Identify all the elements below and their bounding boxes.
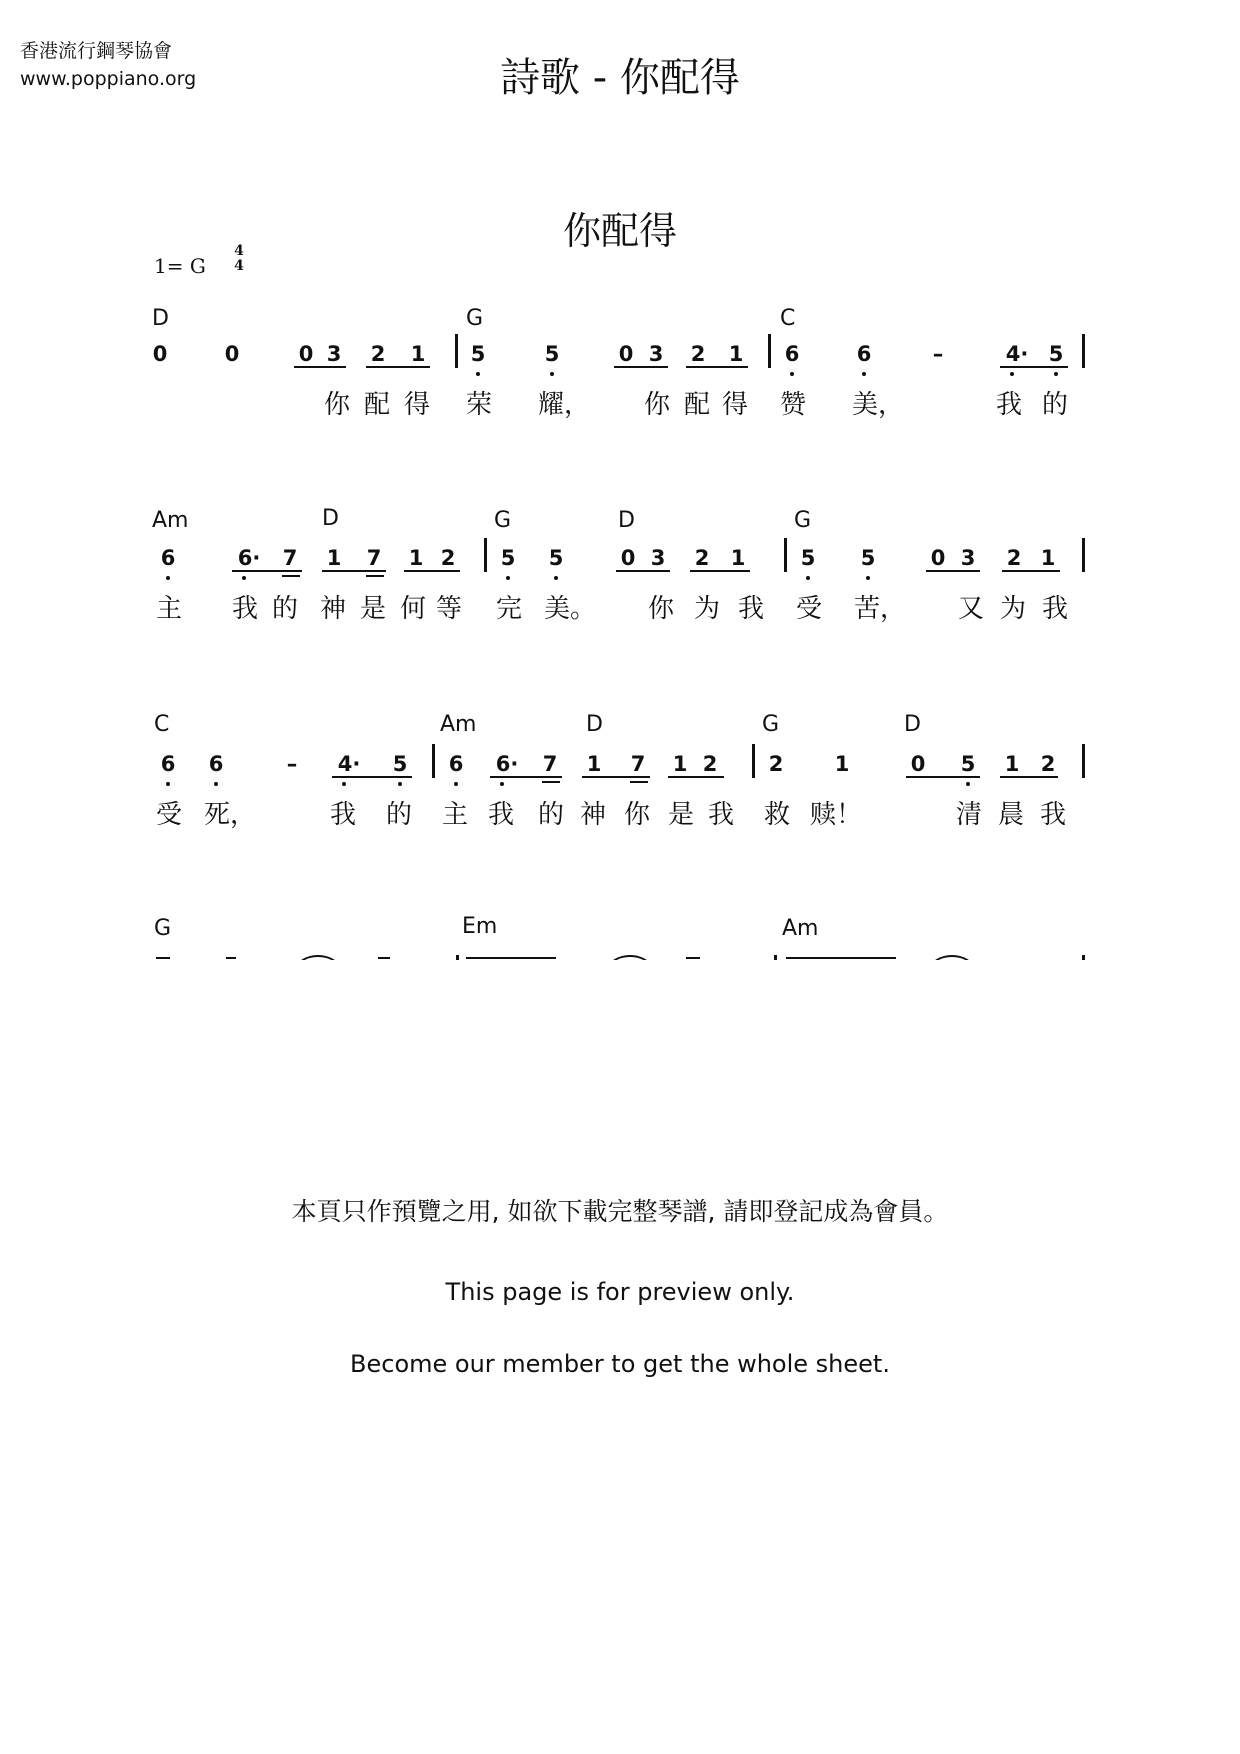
note: 1 <box>410 342 426 366</box>
barline <box>432 744 435 778</box>
note: 6 <box>208 752 224 776</box>
chord: C <box>780 306 796 331</box>
note: 2 <box>440 546 456 570</box>
lyric: 我 <box>1042 594 1069 624</box>
note: 7 <box>542 752 558 776</box>
beam <box>282 575 300 577</box>
octave-dot <box>242 576 246 580</box>
octave-dot <box>398 782 402 786</box>
note: – <box>932 342 944 366</box>
chord: D <box>904 712 921 737</box>
note: 0 <box>930 546 946 570</box>
chord: C <box>154 712 170 737</box>
note: 5 <box>500 546 516 570</box>
lyric: 苦， <box>854 594 907 624</box>
beam <box>668 776 724 778</box>
beam <box>1000 366 1068 368</box>
octave-dot <box>1054 372 1058 376</box>
lyric: 完 <box>496 594 523 624</box>
octave-dot <box>554 576 558 580</box>
beam <box>1002 570 1060 572</box>
lyric: 得 <box>722 390 749 420</box>
note: 0 <box>298 342 314 366</box>
barline <box>1082 538 1085 572</box>
beam <box>322 570 386 572</box>
time-signature-top: 4 <box>234 243 244 259</box>
beam <box>332 776 412 778</box>
note: 6 <box>856 342 872 366</box>
note: 2 <box>1040 752 1056 776</box>
time-signature <box>232 244 246 274</box>
note: 6 <box>448 752 464 776</box>
chord: Am <box>152 508 189 533</box>
note: 2 <box>1006 546 1022 570</box>
octave-dot <box>506 576 510 580</box>
lyric: 美。 <box>544 594 597 624</box>
note: 3 <box>326 342 342 366</box>
beam <box>1000 776 1058 778</box>
beam <box>630 781 648 783</box>
beam <box>616 570 670 572</box>
chord: Em <box>462 914 498 939</box>
note: 0 <box>152 342 168 366</box>
time-signature-bottom: 4 <box>234 258 244 274</box>
membership-notice: Become our member to get the whole sheet. <box>350 1350 890 1378</box>
lyric: 得 <box>404 390 431 420</box>
note: 7 <box>282 546 298 570</box>
page-title: 詩歌 - 你配得 <box>500 55 740 101</box>
note: 6 <box>784 342 800 366</box>
octave-dot <box>790 372 794 376</box>
note: 5 <box>800 546 816 570</box>
barline <box>1082 334 1085 368</box>
chord: D <box>152 306 169 331</box>
lyric: 的 <box>1042 390 1069 420</box>
preview-notice-english: This page is for preview only. <box>445 1278 795 1306</box>
beam <box>366 575 384 577</box>
beam <box>294 366 346 368</box>
lyric: 的 <box>386 800 413 830</box>
note: 5 <box>548 546 564 570</box>
note: 1 <box>834 752 850 776</box>
lyric: 耀， <box>538 390 591 420</box>
chord: G <box>154 916 172 941</box>
lyric: 我 <box>738 594 765 624</box>
lyric: 赎！ <box>810 800 863 830</box>
note: 1 <box>1040 546 1056 570</box>
note: 2 <box>768 752 784 776</box>
note: 0 <box>224 342 240 366</box>
beam <box>926 570 980 572</box>
note: 7 <box>630 752 646 776</box>
note: 5 <box>470 342 486 366</box>
barline <box>1082 744 1085 778</box>
lyric: 又 <box>958 594 985 624</box>
note: 4· <box>337 752 361 776</box>
lyric: 是 <box>360 594 387 624</box>
octave-dot <box>550 372 554 376</box>
beam <box>690 570 750 572</box>
octave-dot <box>166 782 170 786</box>
octave-dot <box>342 782 346 786</box>
chord: G <box>794 508 812 533</box>
note: 1 <box>730 546 746 570</box>
note: 7 <box>366 546 382 570</box>
lyric: 我 <box>232 594 259 624</box>
lyric: 救 <box>764 800 791 830</box>
lyric: 何 <box>400 594 427 624</box>
beam <box>906 776 980 778</box>
lyric: 我 <box>996 390 1023 420</box>
lyric: 美， <box>852 390 905 420</box>
song-title: 你配得 <box>562 209 677 253</box>
octave-dot <box>866 576 870 580</box>
lyric: 死， <box>204 800 257 830</box>
lyric: 配 <box>364 390 391 420</box>
note: 5 <box>860 546 876 570</box>
octave-dot <box>862 372 866 376</box>
lyric: 受 <box>796 594 823 624</box>
lyric: 你 <box>644 390 671 420</box>
note: 1 <box>326 546 342 570</box>
lyric: 荣 <box>466 390 493 420</box>
lyric: 我 <box>708 800 735 830</box>
note: 1 <box>408 546 424 570</box>
lyric: 你 <box>648 594 675 624</box>
lyric: 赞 <box>780 390 807 420</box>
note: 1 <box>586 752 602 776</box>
note: 1 <box>1004 752 1020 776</box>
note: 4· <box>1005 342 1029 366</box>
octave-dot <box>476 372 480 376</box>
chord: G <box>762 712 780 737</box>
lyric: 我 <box>330 800 357 830</box>
lyric: 晨 <box>998 800 1025 830</box>
note: 6· <box>495 752 519 776</box>
lyric: 主 <box>156 594 183 624</box>
octave-dot <box>806 576 810 580</box>
beam <box>686 366 748 368</box>
note: 2 <box>702 752 718 776</box>
cropped-staff-line <box>150 955 1090 960</box>
beam <box>542 781 560 783</box>
lyric: 神 <box>320 594 347 624</box>
octave-dot <box>500 782 504 786</box>
lyric: 的 <box>272 594 299 624</box>
lyric: 配 <box>684 390 711 420</box>
note: 3 <box>648 342 664 366</box>
note: 5 <box>960 752 976 776</box>
note: 0 <box>620 546 636 570</box>
octave-dot <box>966 782 970 786</box>
key-signature: 1= G <box>154 254 206 278</box>
octave-dot <box>214 782 218 786</box>
octave-dot <box>166 576 170 580</box>
note: 3 <box>960 546 976 570</box>
lyric: 你 <box>624 800 651 830</box>
lyric: 主 <box>442 800 469 830</box>
note: 2 <box>690 342 706 366</box>
beam <box>366 366 430 368</box>
note: 5 <box>1048 342 1064 366</box>
beam <box>614 366 668 368</box>
preview-notice-chinese: 本頁只作預覽之用, 如欲下載完整琴譜, 請即登記成為會員。 <box>291 1197 949 1226</box>
barline <box>768 334 771 368</box>
octave-dot <box>454 782 458 786</box>
note: 5 <box>544 342 560 366</box>
note: 1 <box>728 342 744 366</box>
note: 2 <box>694 546 710 570</box>
lyric: 清 <box>956 800 983 830</box>
site-url[interactable]: www.poppiano.org <box>20 68 197 90</box>
note: 2 <box>370 342 386 366</box>
note: 6· <box>237 546 261 570</box>
barline <box>455 334 458 368</box>
lyric: 是 <box>668 800 695 830</box>
octave-dot <box>1010 372 1014 376</box>
beam <box>490 776 562 778</box>
note: – <box>286 752 298 776</box>
beam <box>582 776 650 778</box>
lyric: 你 <box>324 390 351 420</box>
lyric: 我 <box>1040 800 1067 830</box>
lyric: 等 <box>436 594 463 624</box>
note: 1 <box>672 752 688 776</box>
chord: Am <box>440 712 477 737</box>
chord: D <box>322 506 339 531</box>
lyric: 神 <box>580 800 607 830</box>
lyric: 的 <box>538 800 565 830</box>
lyric: 我 <box>488 800 515 830</box>
lyric: 受 <box>156 800 183 830</box>
chord: D <box>586 712 603 737</box>
note: 6 <box>160 546 176 570</box>
chord: G <box>466 306 484 331</box>
chord: Am <box>782 916 819 941</box>
lyric: 为 <box>694 594 721 624</box>
barline <box>784 538 787 572</box>
barline <box>484 538 487 572</box>
note: 0 <box>618 342 634 366</box>
site-name: 香港流行鋼琴協會 <box>20 40 173 62</box>
note: 0 <box>910 752 926 776</box>
beam <box>404 570 460 572</box>
barline <box>752 744 755 778</box>
chord: D <box>618 508 635 533</box>
chord: G <box>494 508 512 533</box>
lyric: 为 <box>1000 594 1027 624</box>
note: 6 <box>160 752 176 776</box>
note: 5 <box>392 752 408 776</box>
note: 3 <box>650 546 666 570</box>
beam <box>232 570 302 572</box>
